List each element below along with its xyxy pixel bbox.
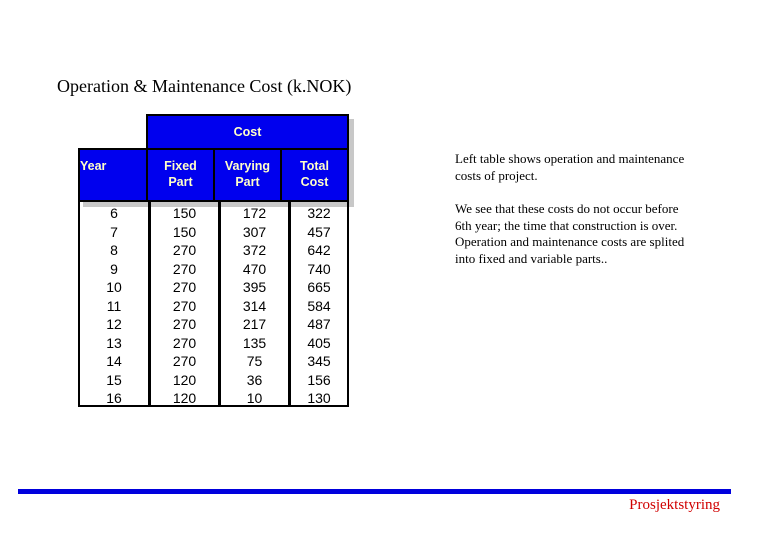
table-cell: 8 (110, 242, 118, 258)
table-cell: 10 (106, 279, 122, 295)
table-cell: 270 (172, 334, 197, 351)
table-cell: 156 (307, 371, 331, 388)
table-cell: 172 (242, 205, 267, 221)
table-cell: 307 (242, 223, 267, 240)
description-paragraph-1: Left table shows operation and maintenance costs of project. (455, 151, 685, 183)
table-cell: 135 (242, 334, 267, 351)
footer-label: Prosjektstyring (629, 497, 720, 513)
table-cell: 345 (307, 353, 331, 369)
table-cell: 487 (307, 316, 331, 332)
table-cell: 6 (110, 205, 118, 221)
table-cell: 14 (106, 353, 122, 369)
cost-group-header: Cost (146, 114, 349, 150)
table-cell: 16 (106, 390, 122, 406)
table-cell: 270 (172, 316, 197, 332)
table-cell: 75 (246, 353, 263, 369)
table-cell: 15 (106, 371, 122, 388)
table-cell: 10 (246, 390, 263, 406)
table-cell: 395 (242, 279, 267, 295)
table-cell: 584 (307, 297, 331, 314)
table-cell: 36 (246, 371, 263, 388)
table-cell: 130 (307, 390, 331, 406)
year-header: Year (78, 148, 148, 202)
table-cell: 372 (242, 242, 267, 258)
table-cell: 665 (307, 279, 331, 295)
table-cell: 470 (242, 260, 267, 277)
table-cell: 11 (106, 297, 122, 314)
fixed-part-header: Fixed Part (146, 148, 215, 202)
table-cell: 7 (110, 223, 118, 240)
cost-table-body (78, 200, 349, 407)
table-cell: 270 (172, 353, 197, 369)
table-cell: 120 (172, 390, 197, 406)
fixed-part-column (151, 202, 221, 405)
table-cell: 150 (172, 205, 197, 221)
table-cell: 270 (172, 260, 197, 277)
table-cell: 9 (110, 260, 118, 277)
table-cell: 740 (307, 260, 331, 277)
table-cell: 270 (172, 242, 197, 258)
table-cell: 13 (106, 334, 122, 351)
table-cell: 322 (307, 205, 331, 221)
varying-part-column (221, 202, 291, 405)
page-title: Operation & Maintenance Cost (k.NOK) (57, 76, 352, 96)
table-cell: 150 (172, 223, 197, 240)
table-cell: 457 (307, 223, 331, 240)
table-cell: 12 (106, 316, 122, 332)
year-column (80, 202, 151, 405)
footer-divider (18, 489, 731, 494)
table-cell: 270 (172, 297, 197, 314)
table-cell: 642 (307, 242, 331, 258)
total-cost-header: Total Cost (280, 148, 349, 202)
table-cell: 270 (172, 279, 197, 295)
total-cost-column (291, 202, 347, 405)
table-cell: 120 (172, 371, 197, 388)
table-cell: 217 (242, 316, 267, 332)
table-cell: 314 (242, 297, 267, 314)
varying-part-header: Varying Part (213, 148, 282, 202)
table-cell: 405 (307, 334, 331, 351)
description-paragraph-2: We see that these costs do not occur before 6th year; the time that construction is over. Operation and maintenance costs are splited into fixed and variable parts.. (455, 201, 685, 266)
